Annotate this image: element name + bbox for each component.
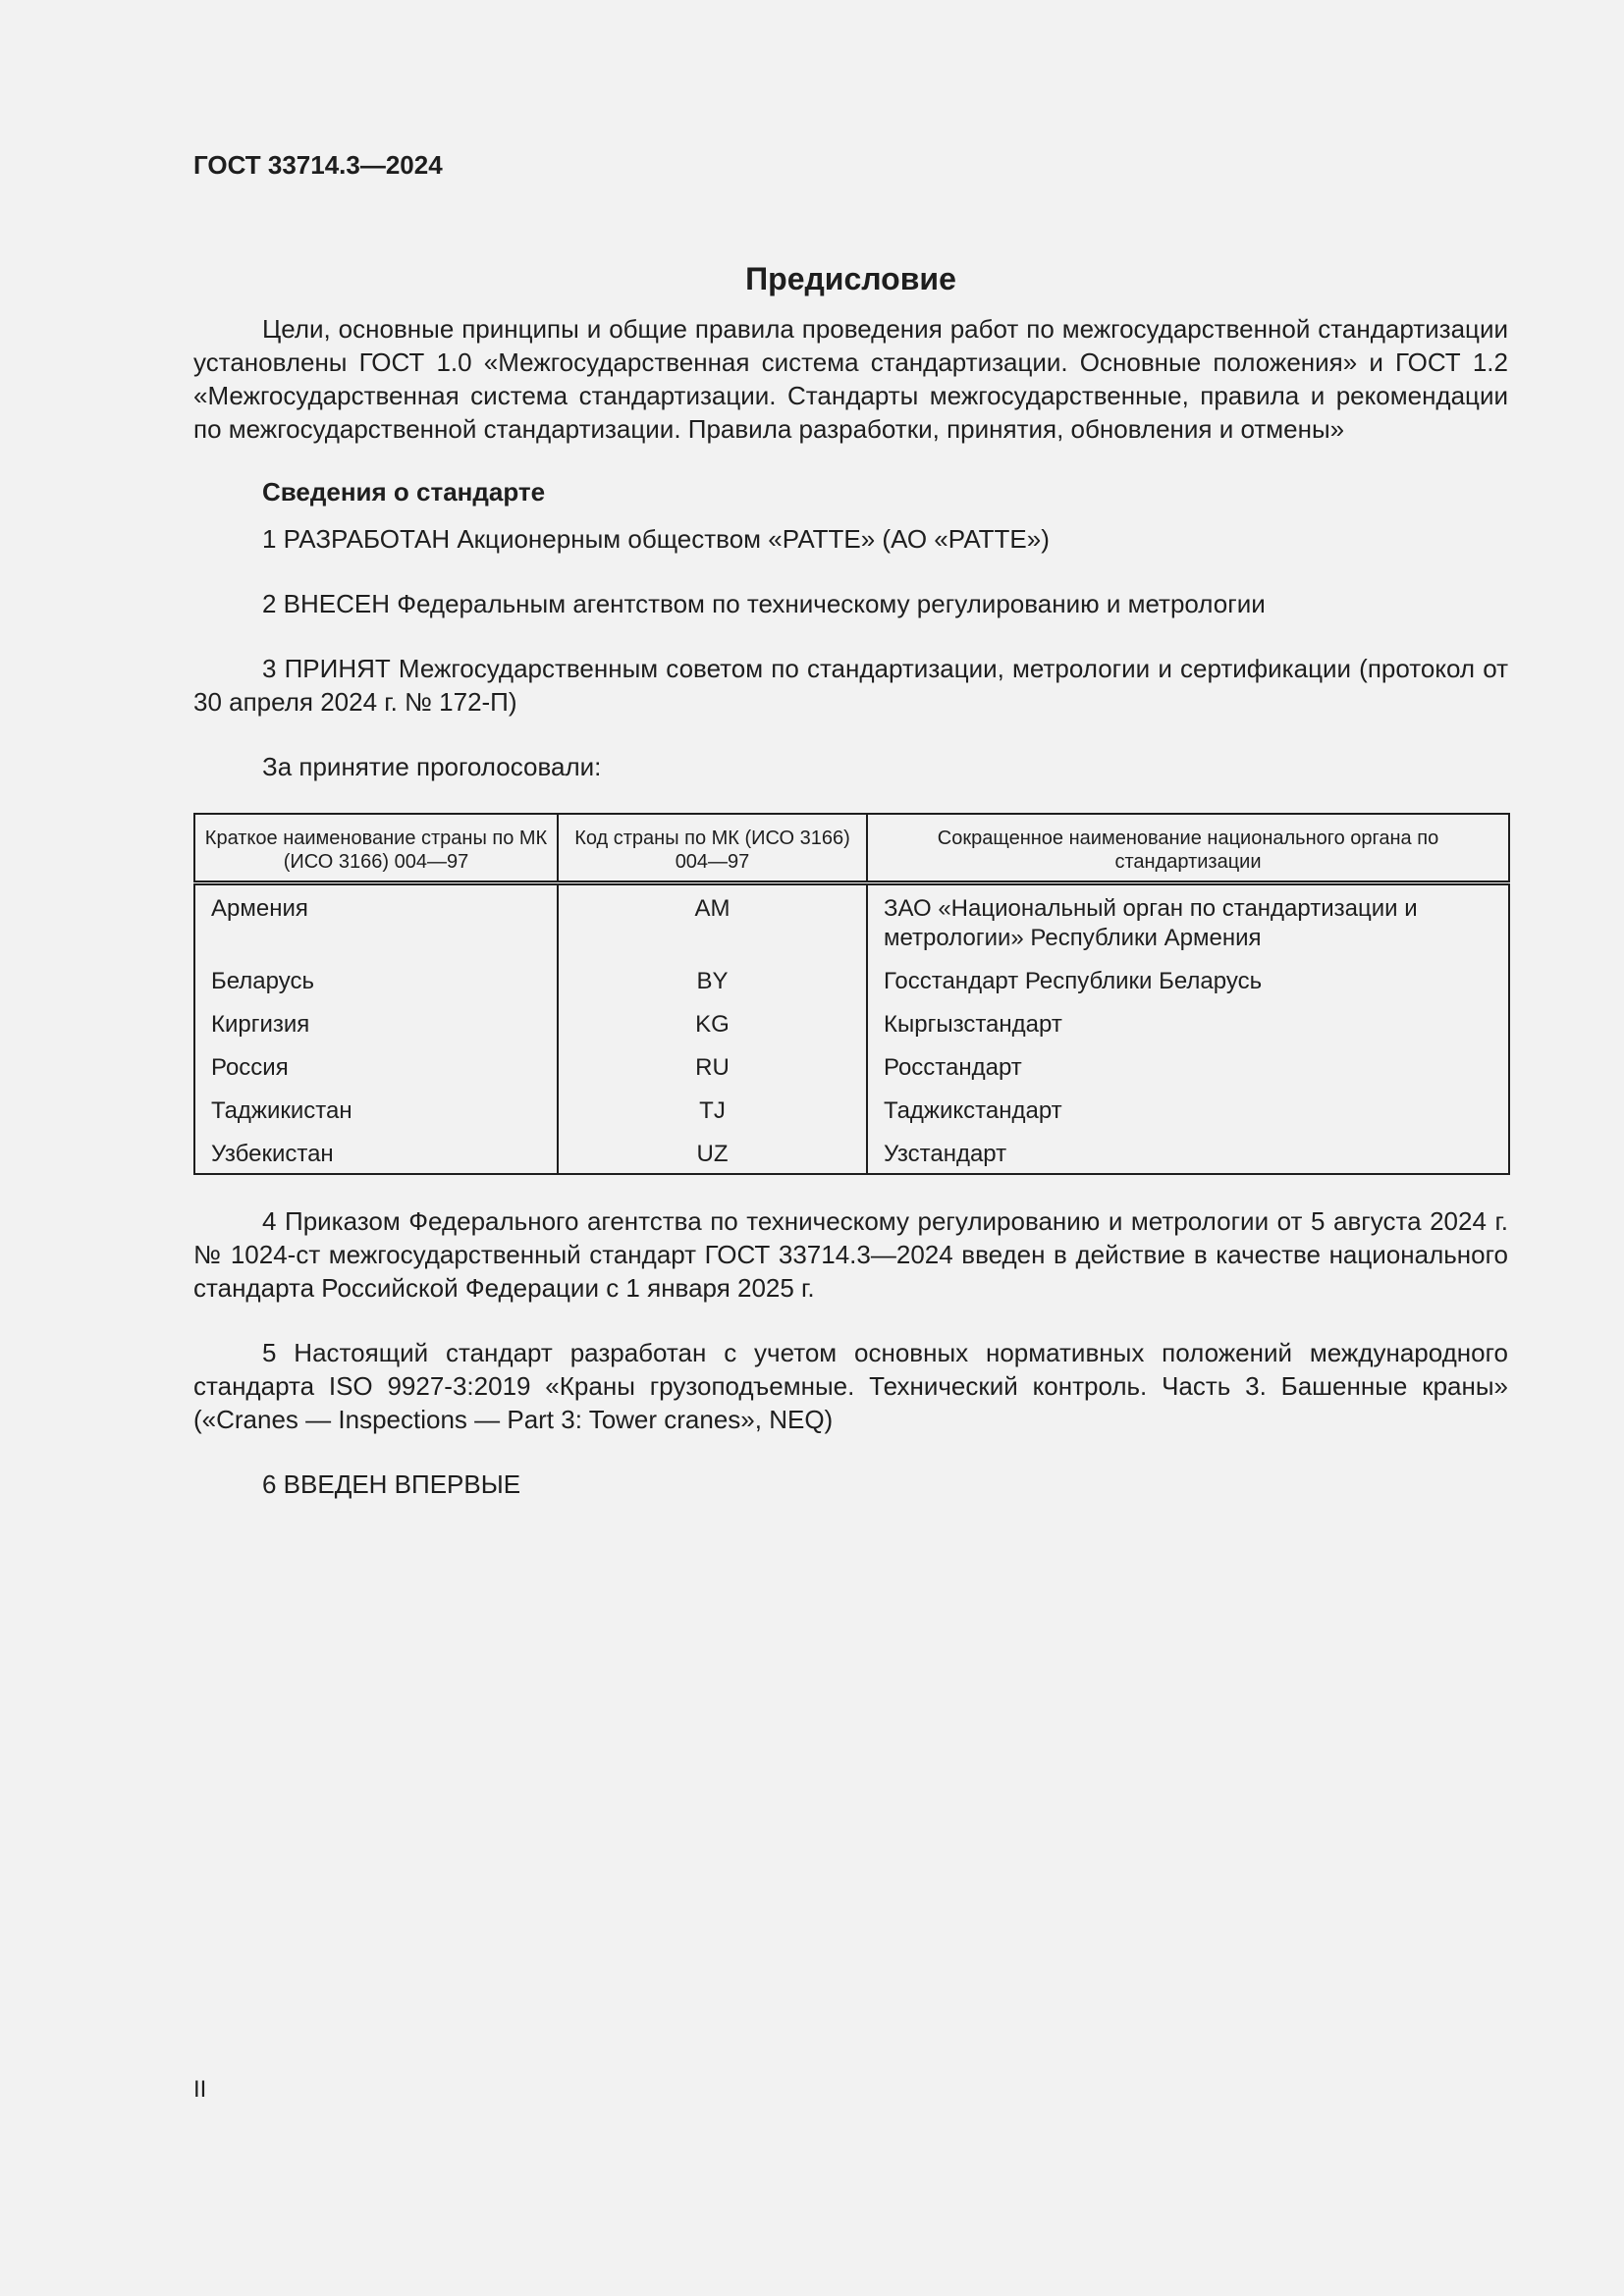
cell-code: BY	[558, 961, 867, 1004]
voted-label: За принятие проголосовали:	[262, 752, 602, 781]
cell-country: Узбекистан	[194, 1134, 558, 1174]
cell-code: TJ	[558, 1091, 867, 1134]
table-row	[194, 1091, 1509, 1134]
voting-table	[193, 813, 1510, 1175]
table-row	[194, 1134, 1509, 1174]
page-title: Предисловие	[745, 261, 956, 296]
cell-code: RU	[558, 1047, 867, 1091]
table-row	[194, 1004, 1509, 1047]
page-number: II	[193, 2076, 207, 2103]
cell-country: Беларусь	[194, 961, 558, 1004]
item-2-introduced: 2 ВНЕСЕН Федеральным агентством по техническому регулированию и метрологии	[262, 589, 1266, 618]
intro-paragraph: Цели, основные принципы и общие правила проведения работ по межгосударственной стандартизации установлены ГОСТ 1.0 «Межгосударственная система стандартизации. Основные положения» и ГОСТ 1.2 «Межгосударственная система стандартизации. Стандарты межгосударственные, правила и рекомендации по межгосударственной стандартизации. Правила разработки, принятия, обновления и отмены»	[193, 314, 1508, 444]
document-code-header: ГОСТ 33714.3—2024	[193, 150, 443, 180]
cell-country: Россия	[194, 1047, 558, 1091]
cell-country: Киргизия	[194, 1004, 558, 1047]
table-row	[194, 961, 1509, 1004]
cell-national-body: Кыргызстандарт	[867, 1004, 1509, 1047]
header-national-body: Сокращенное наименование национального органа по стандартизации	[867, 814, 1509, 883]
cell-national-body: Росстандарт	[867, 1047, 1509, 1091]
cell-national-body: Узстандарт	[867, 1134, 1509, 1174]
cell-national-body: Таджикстандарт	[867, 1091, 1509, 1134]
cell-code: AM	[558, 883, 867, 962]
header-code: Код страны по МК (ИСО 3166) 004—97	[558, 814, 867, 883]
cell-country: Таджикистан	[194, 1091, 558, 1134]
table-row	[194, 883, 1509, 962]
table-header-row	[194, 814, 1509, 883]
item-6-first-introduced: 6 ВВЕДЕН ВПЕРВЫЕ	[262, 1469, 521, 1499]
section-heading: Сведения о стандарте	[262, 477, 546, 507]
document-page	[193, 147, 1508, 1501]
item-1-developed: 1 РАЗРАБОТАН Акционерным обществом «РАТТЕ» (АО «РАТТЕ»)	[262, 524, 1050, 554]
item-5-iso-basis: 5 Настоящий стандарт разработан с учетом основных нормативных положений международного стандарта ISO 9927-3:2019 «Краны грузоподъемные. Технический контроль. Часть 3. Башенные краны» («Cranes — Inspections — Part 3: Tower cranes», NEQ)	[193, 1338, 1508, 1434]
cell-code: UZ	[558, 1134, 867, 1174]
item-4-order: 4 Приказом Федерального агентства по техническому регулированию и метрологии от 5 августа 2024 г. № 1024-ст межгосударственный стандарт ГОСТ 33714.3—2024 введен в действие в качестве национального стандарта Российской Федерации с 1 января 2025 г.	[193, 1206, 1508, 1303]
cell-national-body: Госстандарт Республики Беларусь	[867, 961, 1509, 1004]
table-row	[194, 1047, 1509, 1091]
item-3-adopted: 3 ПРИНЯТ Межгосударственным советом по стандартизации, метрологии и сертификации (протокол от 30 апреля 2024 г. № 172-П)	[193, 654, 1508, 717]
cell-country: Армения	[194, 883, 558, 962]
cell-code: KG	[558, 1004, 867, 1047]
header-country: Краткое наименование страны по МК (ИСО 3166) 004—97	[194, 814, 558, 883]
cell-national-body: ЗАО «Национальный орган по стандартизации и метрологии» Республики Армения	[867, 883, 1509, 962]
